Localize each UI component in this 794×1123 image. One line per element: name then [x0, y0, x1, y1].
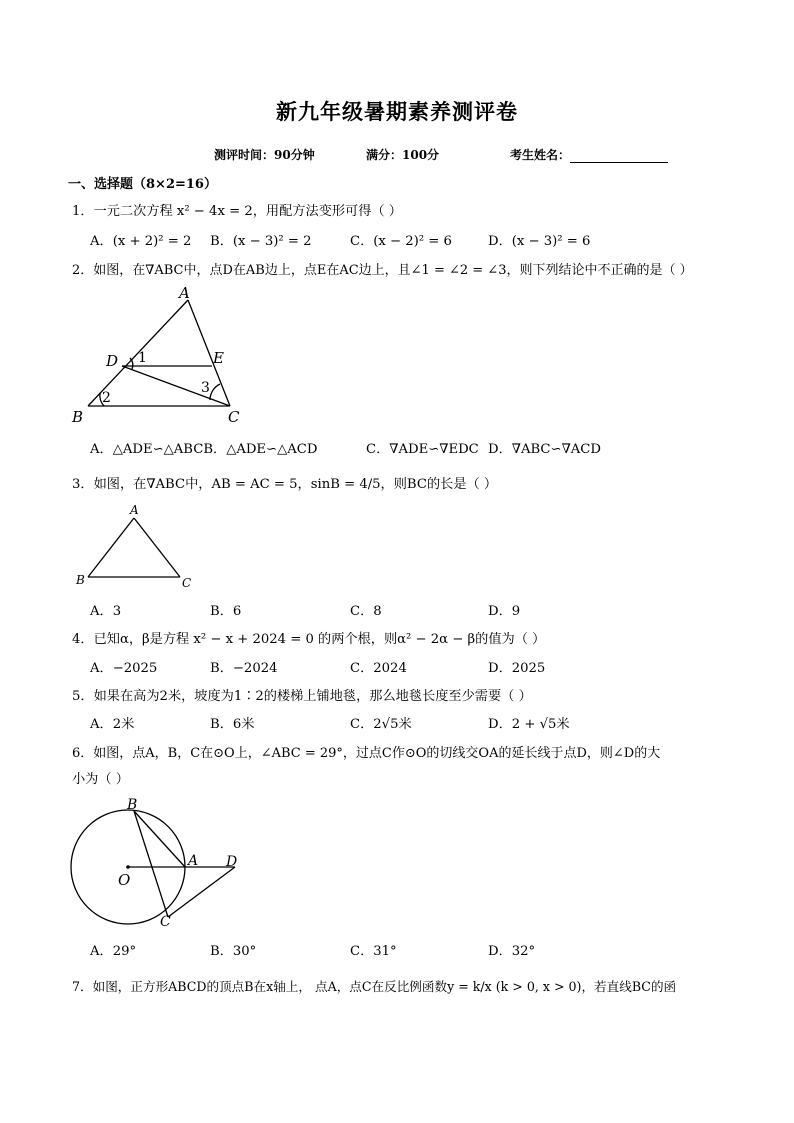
option-1d[interactable]: D．(x − 3)² = 6 [488, 234, 591, 249]
option-2d[interactable]: D．∇ABC∽∇ACD [488, 442, 601, 457]
label-a: A [130, 503, 139, 517]
label-d: D [106, 352, 119, 370]
angle-2-label: 2 [102, 390, 111, 406]
question-6: 6．如图，点A，B，C在⊙O上，∠ABC = 29°，过点C作⊙O的切线交OA的延长线于点D，则∠D的大 [72, 746, 661, 761]
label-c: C [182, 576, 192, 590]
option-3b[interactable]: B．6 [210, 604, 242, 619]
option-6d[interactable]: D．32° [488, 944, 536, 959]
question-7: 7．如图，正方形ABCD的顶点B在x轴上， 点A，点C在反比例函数y = k/x (k > 0, x > 0)，若直线BC的函 [72, 979, 677, 994]
option-5c[interactable]: C．2√5米 [350, 717, 412, 732]
label-b: B [127, 797, 138, 813]
label-c: C [160, 914, 171, 930]
label-a: A [188, 853, 199, 869]
figure-triangle-ade [60, 280, 260, 425]
figure-isosceles-triangle [70, 500, 210, 592]
option-2c[interactable]: C．∇ADE∽∇EDC [366, 442, 479, 457]
option-5a[interactable]: A．2米 [90, 717, 135, 732]
name-label: 考生姓名： [510, 148, 571, 162]
question-3: 3．如图，在∇ABC中，AB = AC = 5，sinB = 4/5，则BC的长是（ ） [72, 477, 498, 492]
angle-3-label: 3 [201, 380, 210, 396]
label-o: O [118, 871, 131, 889]
option-6a[interactable]: A．29° [90, 944, 137, 959]
label-d: D [226, 854, 238, 870]
option-4c[interactable]: C．2024 [350, 661, 407, 676]
option-3d[interactable]: D．9 [488, 604, 521, 619]
angle-1-label: 1 [138, 350, 147, 366]
option-5d[interactable]: D．2 + √5米 [488, 717, 570, 732]
question-4: 4．已知α，β是方程 x² − x + 2024 = 0 的两个根，则α² − 2α − β的值为（ ） [72, 632, 546, 647]
option-1c[interactable]: C．(x − 2)² = 6 [350, 234, 452, 249]
label-c: C [228, 408, 240, 425]
option-6b[interactable]: B．30° [210, 944, 257, 959]
label-b: B [76, 573, 85, 587]
option-3a[interactable]: A．3 [90, 604, 122, 619]
option-3c[interactable]: C．8 [350, 604, 382, 619]
exam-time: 测评时间：90分钟 [214, 148, 315, 162]
figure-circle-tangent [64, 792, 264, 934]
option-5b[interactable]: B．6米 [210, 717, 255, 732]
option-2ab[interactable]: A．△ADE∽△ABCB．△ADE∽△ACD [90, 442, 318, 457]
option-4a[interactable]: A．−2025 [90, 661, 158, 676]
section-heading: 一、选择题（8×2=16） [68, 177, 217, 192]
student-name-field[interactable] [510, 146, 668, 163]
option-1a[interactable]: A．(x + 2)² = 2 [90, 234, 192, 249]
option-4d[interactable]: D．2025 [488, 661, 546, 676]
option-1b[interactable]: B．(x − 3)² = 2 [210, 234, 312, 249]
option-4b[interactable]: B．−2024 [210, 661, 278, 676]
question-5: 5．如果在高为2米，坡度为1∶2的楼梯上铺地毯，那么地毯长度至少需要（ ） [72, 689, 532, 704]
question-1: 1．一元二次方程 x² − 4x = 2，用配方法变形可得（ ） [72, 204, 402, 219]
label-a: A [179, 284, 190, 302]
name-blank[interactable] [570, 150, 668, 163]
question-6-cont: 小为（ ） [72, 772, 129, 787]
label-e: E [213, 349, 224, 367]
full-score: 满分：100分 [366, 148, 440, 162]
option-6c[interactable]: C．31° [350, 944, 397, 959]
label-b: B [72, 408, 84, 425]
page-title: 新九年级暑期素养测评卷 [276, 100, 518, 124]
question-2: 2．如图，在∇ABC中，点D在AB边上，点E在AC边上，且∠1 = ∠2 = ∠3，则下列结论中不正确的是（ ） [72, 263, 693, 278]
